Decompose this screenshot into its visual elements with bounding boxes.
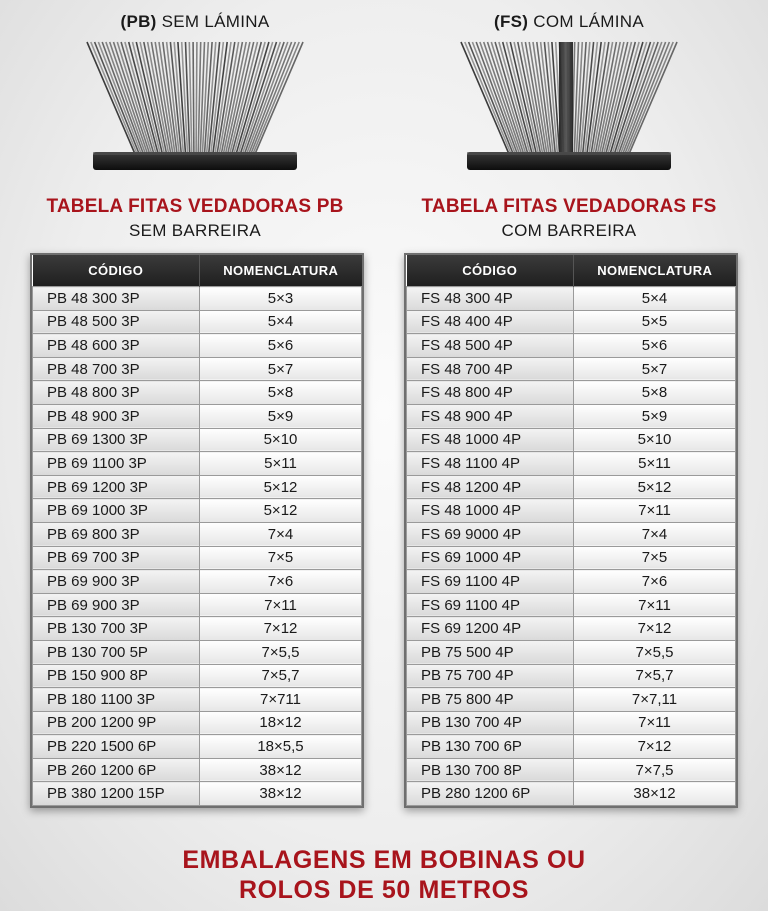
- row-nomenclatura: 5×9: [200, 404, 362, 428]
- row-codigo: FS 48 1000 4P: [407, 428, 574, 452]
- pb-caption-prefix: (PB): [120, 12, 157, 31]
- table-row: [407, 640, 736, 664]
- fs-header-nomenclatura: NOMENCLATURA: [574, 255, 736, 287]
- table-row: [33, 499, 362, 523]
- row-nomenclatura: 7×4: [200, 522, 362, 546]
- row-codigo: FS 48 300 4P: [407, 287, 574, 311]
- row-codigo: PB 48 300 3P: [33, 287, 200, 311]
- table-row: [407, 711, 736, 735]
- table-row: [33, 664, 362, 688]
- row-codigo: PB 48 900 3P: [33, 404, 200, 428]
- row-codigo: PB 200 1200 9P: [33, 711, 200, 735]
- fs-table-subtitle: COM BARREIRA: [501, 221, 637, 240]
- pb-table-subtitle: SEM BARREIRA: [128, 221, 262, 240]
- row-nomenclatura: 5×11: [574, 452, 736, 476]
- row-codigo: PB 69 700 3P: [33, 546, 200, 570]
- table-row: [407, 688, 736, 712]
- table-row: [407, 570, 736, 594]
- fs-caption-prefix: (FS): [494, 12, 529, 31]
- row-codigo: PB 130 700 5P: [33, 640, 200, 664]
- pb-table-header: [33, 255, 362, 287]
- row-codigo: FS 48 1000 4P: [407, 499, 574, 523]
- row-codigo: FS 69 1100 4P: [407, 593, 574, 617]
- row-nomenclatura: 5×7: [574, 357, 736, 381]
- row-nomenclatura: 7×5,7: [574, 664, 736, 688]
- row-codigo: PB 48 800 3P: [33, 381, 200, 405]
- row-codigo: FS 48 400 4P: [407, 310, 574, 334]
- table-row: [33, 357, 362, 381]
- fs-caption: [404, 12, 734, 32]
- table-row: [33, 404, 362, 428]
- table-row: [33, 475, 362, 499]
- table-row: [407, 381, 736, 405]
- row-codigo: FS 48 700 4P: [407, 357, 574, 381]
- row-nomenclatura: 5×9: [574, 404, 736, 428]
- row-nomenclatura: 7×12: [200, 617, 362, 641]
- table-row: [33, 428, 362, 452]
- row-nomenclatura: 5×11: [200, 452, 362, 476]
- table-row: [33, 640, 362, 664]
- row-codigo: FS 48 1100 4P: [407, 452, 574, 476]
- table-row: [33, 334, 362, 358]
- table-row: [407, 593, 736, 617]
- row-nomenclatura: 5×10: [574, 428, 736, 452]
- row-codigo: PB 75 500 4P: [407, 640, 574, 664]
- row-nomenclatura: 38×12: [574, 782, 736, 806]
- row-codigo: PB 75 800 4P: [407, 688, 574, 712]
- row-nomenclatura: 7×5,5: [574, 640, 736, 664]
- row-nomenclatura: 5×6: [574, 334, 736, 358]
- row-nomenclatura: 7×7,11: [574, 688, 736, 712]
- pb-header-codigo: CÓDIGO: [33, 255, 200, 287]
- row-codigo: PB 150 900 8P: [33, 664, 200, 688]
- table-row: [407, 334, 736, 358]
- row-nomenclatura: 38×12: [200, 758, 362, 782]
- row-nomenclatura: 5×5: [574, 310, 736, 334]
- row-codigo: PB 130 700 4P: [407, 711, 574, 735]
- table-row: [33, 310, 362, 334]
- table-row: [407, 758, 736, 782]
- footer-line-1: EMBALAGENS EM BOBINAS OU: [182, 846, 586, 874]
- row-nomenclatura: 7×5: [200, 546, 362, 570]
- row-codigo: PB 130 700 6P: [407, 735, 574, 759]
- row-codigo: PB 69 1200 3P: [33, 475, 200, 499]
- row-nomenclatura: 7×11: [574, 499, 736, 523]
- table-row: [33, 617, 362, 641]
- row-nomenclatura: 7×11: [574, 593, 736, 617]
- row-codigo: PB 69 1100 3P: [33, 452, 200, 476]
- row-codigo: PB 130 700 8P: [407, 758, 574, 782]
- row-nomenclatura: 7×11: [200, 593, 362, 617]
- table-row: [33, 570, 362, 594]
- row-nomenclatura: 5×12: [574, 475, 736, 499]
- row-codigo: PB 380 1200 15P: [33, 782, 200, 806]
- row-codigo: FS 48 500 4P: [407, 334, 574, 358]
- table-row: [407, 617, 736, 641]
- row-codigo: PB 48 500 3P: [33, 310, 200, 334]
- row-codigo: PB 69 1000 3P: [33, 499, 200, 523]
- fs-brush-image: [459, 38, 679, 176]
- row-codigo: PB 69 900 3P: [33, 593, 200, 617]
- row-nomenclatura: 5×8: [574, 381, 736, 405]
- fs-table-title: TABELA FITAS VEDADORAS FS: [421, 196, 717, 217]
- row-codigo: FS 48 800 4P: [407, 381, 574, 405]
- row-nomenclatura: 7×11: [574, 711, 736, 735]
- row-nomenclatura: 5×4: [574, 287, 736, 311]
- row-codigo: FS 69 9000 4P: [407, 522, 574, 546]
- row-nomenclatura: 38×12: [200, 782, 362, 806]
- row-codigo: PB 69 900 3P: [33, 570, 200, 594]
- footer-note: [0, 845, 768, 905]
- table-row: [407, 499, 736, 523]
- table-row: [407, 287, 736, 311]
- row-codigo: FS 48 1200 4P: [407, 475, 574, 499]
- row-codigo: PB 69 800 3P: [33, 522, 200, 546]
- pb-table: [30, 253, 364, 808]
- row-nomenclatura: 7×4: [574, 522, 736, 546]
- row-nomenclatura: 5×12: [200, 475, 362, 499]
- table-row: [407, 452, 736, 476]
- table-row: [33, 758, 362, 782]
- row-codigo: FS 69 1100 4P: [407, 570, 574, 594]
- table-row: [407, 310, 736, 334]
- table-row: [33, 381, 362, 405]
- row-nomenclatura: 7×6: [574, 570, 736, 594]
- table-row: [33, 522, 362, 546]
- row-codigo: PB 280 1200 6P: [407, 782, 574, 806]
- table-row: [407, 664, 736, 688]
- table-row: [407, 428, 736, 452]
- row-nomenclatura: 7×7,5: [574, 758, 736, 782]
- table-row: [33, 735, 362, 759]
- pb-caption-text: SEM LÁMINA: [161, 12, 270, 31]
- table-row: [33, 593, 362, 617]
- row-codigo: PB 260 1200 6P: [33, 758, 200, 782]
- row-nomenclatura: 5×10: [200, 428, 362, 452]
- row-nomenclatura: 7×5: [574, 546, 736, 570]
- table-row: [33, 711, 362, 735]
- table-row: [407, 475, 736, 499]
- fs-caption-text: COM LÁMINA: [533, 12, 644, 31]
- table-row: [407, 522, 736, 546]
- row-nomenclatura: 5×3: [200, 287, 362, 311]
- table-row: [407, 546, 736, 570]
- row-nomenclatura: 7×6: [200, 570, 362, 594]
- row-codigo: PB 69 1300 3P: [33, 428, 200, 452]
- row-nomenclatura: 7×5,5: [200, 640, 362, 664]
- table-row: [407, 735, 736, 759]
- pb-table-title: TABELA FITAS VEDADORAS PB: [46, 196, 344, 217]
- row-nomenclatura: 7×711: [200, 688, 362, 712]
- row-nomenclatura: 18×12: [200, 711, 362, 735]
- row-codigo: PB 180 1100 3P: [33, 688, 200, 712]
- row-nomenclatura: 7×12: [574, 735, 736, 759]
- table-row: [33, 452, 362, 476]
- table-row: [407, 404, 736, 428]
- row-nomenclatura: 7×5,7: [200, 664, 362, 688]
- table-row: [33, 688, 362, 712]
- row-codigo: FS 69 1000 4P: [407, 546, 574, 570]
- row-codigo: FS 69 1200 4P: [407, 617, 574, 641]
- table-row: [33, 546, 362, 570]
- table-row: [407, 782, 736, 806]
- footer-line-2: ROLOS DE 50 METROS: [238, 876, 529, 904]
- row-nomenclatura: 5×4: [200, 310, 362, 334]
- row-codigo: PB 48 700 3P: [33, 357, 200, 381]
- fs-header-codigo: CÓDIGO: [407, 255, 574, 287]
- pb-brush-image: [85, 38, 305, 176]
- row-nomenclatura: 5×8: [200, 381, 362, 405]
- row-nomenclatura: 7×12: [574, 617, 736, 641]
- row-nomenclatura: 5×6: [200, 334, 362, 358]
- pb-caption: [30, 12, 360, 32]
- table-row: [407, 357, 736, 381]
- fs-table: [404, 253, 738, 808]
- row-nomenclatura: 5×7: [200, 357, 362, 381]
- row-codigo: PB 75 700 4P: [407, 664, 574, 688]
- row-codigo: PB 48 600 3P: [33, 334, 200, 358]
- row-codigo: PB 130 700 3P: [33, 617, 200, 641]
- row-nomenclatura: 5×12: [200, 499, 362, 523]
- fs-table-header: [407, 255, 736, 287]
- table-row: [33, 782, 362, 806]
- row-codigo: PB 220 1500 6P: [33, 735, 200, 759]
- table-row: [33, 287, 362, 311]
- row-nomenclatura: 18×5,5: [200, 735, 362, 759]
- pb-header-nomenclatura: NOMENCLATURA: [200, 255, 362, 287]
- row-codigo: FS 48 900 4P: [407, 404, 574, 428]
